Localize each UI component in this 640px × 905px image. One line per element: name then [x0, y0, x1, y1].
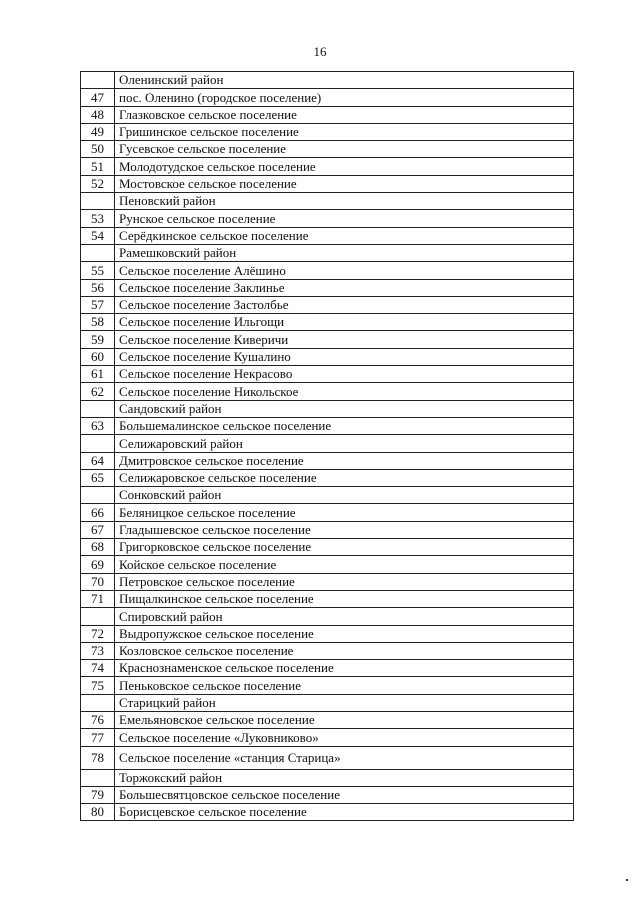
table-row — [81, 642, 574, 659]
district-header-row — [81, 487, 574, 504]
settlement-name: пос. Оленино (городское поселение) — [115, 89, 574, 106]
row-number — [81, 694, 115, 711]
table-row — [81, 366, 574, 383]
table-row — [81, 158, 574, 175]
settlement-name: Гусевское сельское поселение — [115, 141, 574, 158]
row-number: 59 — [81, 331, 115, 348]
table-row — [81, 573, 574, 590]
district-header-row — [81, 769, 574, 786]
table-row — [81, 786, 574, 803]
table-row — [81, 314, 574, 331]
district-header-row — [81, 72, 574, 89]
district-name: Спировский район — [115, 608, 574, 625]
district-name: Сандовский район — [115, 400, 574, 417]
settlement-name: Рунское сельское поселение — [115, 210, 574, 227]
row-number: 64 — [81, 452, 115, 469]
row-number: 49 — [81, 123, 115, 140]
table-row — [81, 660, 574, 677]
table-row — [81, 383, 574, 400]
settlement-name: Емельяновское сельское поселение — [115, 711, 574, 728]
district-header-row — [81, 400, 574, 417]
settlement-name: Гришинское сельское поселение — [115, 123, 574, 140]
row-number: 57 — [81, 296, 115, 313]
settlement-name: Сельское поселение «Луковниково» — [115, 729, 574, 746]
settlement-name: Пищалкинское сельское поселение — [115, 590, 574, 607]
settlement-name: Сельское поселение «станция Старица» — [115, 746, 574, 769]
table-row — [81, 331, 574, 348]
settlement-name: Краснознаменское сельское поселение — [115, 660, 574, 677]
row-number: 71 — [81, 590, 115, 607]
scan-speck — [626, 879, 628, 881]
table-row — [81, 746, 574, 769]
district-header-row — [81, 435, 574, 452]
row-number: 56 — [81, 279, 115, 296]
row-number: 77 — [81, 729, 115, 746]
table-row — [81, 417, 574, 434]
row-number: 74 — [81, 660, 115, 677]
district-header-row — [81, 608, 574, 625]
settlement-name: Селижаровское сельское поселение — [115, 469, 574, 486]
settlement-name: Сельское поселение Застолбье — [115, 296, 574, 313]
row-number: 80 — [81, 804, 115, 821]
row-number: 65 — [81, 469, 115, 486]
table-row — [81, 677, 574, 694]
table-row — [81, 711, 574, 728]
row-number: 62 — [81, 383, 115, 400]
row-number: 55 — [81, 262, 115, 279]
row-number: 66 — [81, 504, 115, 521]
settlements-table — [80, 71, 574, 821]
row-number: 75 — [81, 677, 115, 694]
row-number: 58 — [81, 314, 115, 331]
table-row — [81, 504, 574, 521]
row-number: 63 — [81, 417, 115, 434]
district-name: Пеновский район — [115, 193, 574, 210]
district-name: Оленинский район — [115, 72, 574, 89]
table-row — [81, 556, 574, 573]
district-header-row — [81, 244, 574, 261]
table-row — [81, 227, 574, 244]
row-number: 72 — [81, 625, 115, 642]
settlement-name: Беляницкое сельское поселение — [115, 504, 574, 521]
settlement-name: Дмитровское сельское поселение — [115, 452, 574, 469]
table-row — [81, 296, 574, 313]
row-number: 50 — [81, 141, 115, 158]
table-row — [81, 262, 574, 279]
table-row — [81, 279, 574, 296]
table-row — [81, 804, 574, 821]
row-number — [81, 769, 115, 786]
row-number: 67 — [81, 521, 115, 538]
settlement-name: Пеньковское сельское поселение — [115, 677, 574, 694]
settlement-name: Сельское поселение Некрасово — [115, 366, 574, 383]
settlement-name: Выдропужское сельское поселение — [115, 625, 574, 642]
settlement-name: Мостовское сельское поселение — [115, 175, 574, 192]
row-number: 79 — [81, 786, 115, 803]
table-row — [81, 89, 574, 106]
district-name: Рамешковский район — [115, 244, 574, 261]
table-row — [81, 521, 574, 538]
settlement-name: Борисцевское сельское поселение — [115, 804, 574, 821]
page-number: 16 — [313, 44, 327, 59]
table-row — [81, 539, 574, 556]
row-number — [81, 608, 115, 625]
settlement-name: Сельское поселение Ильгощи — [115, 314, 574, 331]
table-row — [81, 729, 574, 746]
row-number: 61 — [81, 366, 115, 383]
district-header-row — [81, 193, 574, 210]
settlement-name: Гладышевское сельское поселение — [115, 521, 574, 538]
row-number: 70 — [81, 573, 115, 590]
table-row — [81, 452, 574, 469]
row-number: 53 — [81, 210, 115, 227]
settlement-name: Серёдкинское сельское поселение — [115, 227, 574, 244]
row-number — [81, 193, 115, 210]
settlement-name: Григорковское сельское поселение — [115, 539, 574, 556]
row-number: 54 — [81, 227, 115, 244]
settlement-name: Сельское поселение Заклинье — [115, 279, 574, 296]
settlement-name: Молодотудское сельское поселение — [115, 158, 574, 175]
table-row — [81, 348, 574, 365]
table-row — [81, 175, 574, 192]
settlement-name: Сельское поселение Киверичи — [115, 331, 574, 348]
row-number: 78 — [81, 746, 115, 769]
row-number — [81, 400, 115, 417]
settlement-name: Козловское сельское поселение — [115, 642, 574, 659]
settlement-name: Сельское поселение Алёшино — [115, 262, 574, 279]
row-number: 68 — [81, 539, 115, 556]
table-row — [81, 469, 574, 486]
row-number — [81, 244, 115, 261]
settlement-name: Петровское сельское поселение — [115, 573, 574, 590]
district-header-row — [81, 694, 574, 711]
settlement-name: Большемалинское сельское поселение — [115, 417, 574, 434]
district-name: Селижаровский район — [115, 435, 574, 452]
table-row — [81, 210, 574, 227]
row-number: 60 — [81, 348, 115, 365]
district-name: Сонковский район — [115, 487, 574, 504]
row-number — [81, 435, 115, 452]
row-number: 76 — [81, 711, 115, 728]
table-row — [81, 123, 574, 140]
row-number: 52 — [81, 175, 115, 192]
row-number: 69 — [81, 556, 115, 573]
settlement-name: Койское сельское поселение — [115, 556, 574, 573]
row-number — [81, 487, 115, 504]
row-number: 51 — [81, 158, 115, 175]
row-number — [81, 72, 115, 89]
table-row — [81, 106, 574, 123]
settlement-name: Сельское поселение Кушалино — [115, 348, 574, 365]
table-row — [81, 625, 574, 642]
district-name: Старицкий район — [115, 694, 574, 711]
row-number: 48 — [81, 106, 115, 123]
table-row — [81, 590, 574, 607]
table-body — [81, 72, 574, 821]
row-number: 73 — [81, 642, 115, 659]
settlement-name: Глазковское сельское поселение — [115, 106, 574, 123]
district-name: Торжокский район — [115, 769, 574, 786]
settlement-name: Большесвятцовское сельское поселение — [115, 786, 574, 803]
row-number: 47 — [81, 89, 115, 106]
table-row — [81, 141, 574, 158]
settlement-name: Сельское поселение Никольское — [115, 383, 574, 400]
